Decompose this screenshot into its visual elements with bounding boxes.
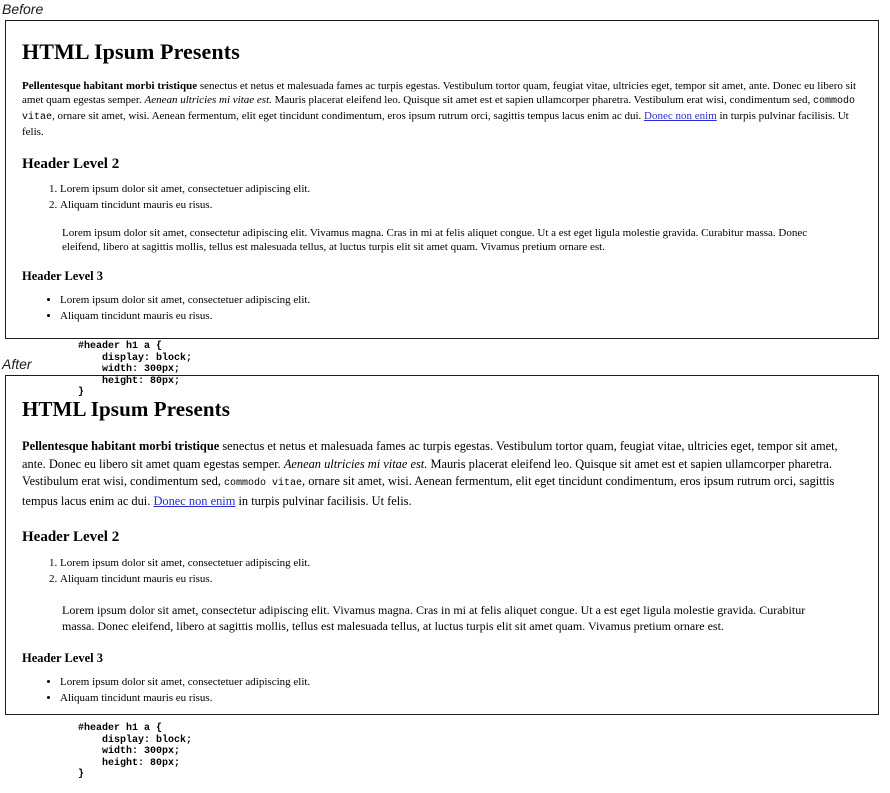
heading-level-2: Header Level 2 (22, 156, 120, 172)
list-item: • Aliquam tincidunt mauris eu risus. (60, 309, 862, 324)
intro-part1: senectus et netus et malesuada fames ac turpis egestas. Vestibulum tortor quam, feugiat vitae, ultricies eget, tempor sit amet, ante. Donec eu libero sit amet quam egestas semper. (22, 439, 838, 471)
intro-italic: Aenean ultricies mi vitae est. (144, 94, 272, 106)
document-body-before (6, 21, 878, 411)
list-item: 1. Lorem ipsum dolor sit amet, consectetuer adipiscing elit. (60, 556, 862, 571)
intro-part1: senectus et netus et malesuada fames ac turpis egestas. Vestibulum tortor quam, feugiat vitae, ultricies eget, tempor sit amet, ante. Donec eu libero sit amet quam egestas semper. (22, 80, 857, 106)
intro-part2: Mauris placerat eleifend leo. Quisque sit amet est et sapien ullamcorper pharetra. Vestibulum erat wisi, condimentum sed, (271, 94, 813, 106)
unordered-list (22, 293, 862, 323)
intro-part4: in turpis pulvinar facilisis. Ut felis. (235, 493, 412, 508)
blockquote-text: Lorem ipsum dolor sit amet, consectetur adipiscing elit. Vivamus magna. Cras in mi at felis aliquet congue. Ut a est eget ligula molestie gravida. Curabitur massa. Donec eleifend, libero at sagittis mollis, tellus est malesuada tellus, at luctus turpis elit sit amet quam. Vivamus pretium ornare est. (62, 227, 808, 253)
unordered-list (22, 675, 862, 705)
blockquote (62, 602, 822, 634)
preview-frame-after (5, 375, 879, 780)
blockquote-text: Lorem ipsum dolor sit amet, consectetur adipiscing elit. Vivamus magna. Cras in mi at felis aliquet congue. Ut a est eget ligula molestie gravida. Curabitur massa. Donec eleifend, libero at sagittis mollis, tellus est malesuada tellus, at luctus turpis elit sit amet quam. Vivamus pretium ornare est. (62, 603, 806, 633)
intro-part2: Mauris placerat eleifend leo. Quisque sit amet est et sapien ullamcorper pharetra. Vestibulum erat wisi, condimentum sed, (22, 456, 832, 488)
blockquote (62, 226, 822, 254)
document-body-after (6, 376, 878, 793)
ordered-list (22, 182, 862, 212)
section-label-after: After (2, 356, 32, 372)
list-item: • Aliquam tincidunt mauris eu risus. (60, 691, 862, 706)
intro-italic: Aenean ultricies mi vitae est. (283, 456, 428, 471)
heading-level-3: Header Level 3 (22, 651, 103, 665)
list-item: 2. Aliquam tincidunt mauris eu risus. (60, 572, 862, 587)
intro-mono-code: commodo vitae (224, 478, 303, 489)
code-block: #header h1 a { display: block; width: 300px; height: 80px; } (78, 341, 193, 398)
intro-lead-bold: Pellentesque habitant morbi tristique (22, 80, 198, 92)
donec-non-enim-link[interactable]: Donec non enim (153, 493, 236, 508)
page-title: HTML Ipsum Presents (22, 39, 240, 64)
intro-part3: , ornare sit amet, wisi. Aenean fermentum, elit eget tincidunt condimentum, eros ipsum rutrum orci, sagittis tempus lacus enim ac dui. (52, 110, 645, 122)
donec-non-enim-link[interactable]: Donec non enim (644, 110, 717, 122)
intro-mono-code: commodo vitae (22, 96, 855, 123)
list-item: 2. Aliquam tincidunt mauris eu risus. (60, 198, 862, 213)
code-block: #header h1 a { display: block; width: 300px; height: 80px; } (78, 723, 193, 780)
intro-part3: , ornare sit amet, wisi. Aenean fermentum, elit eget tincidunt condimentum, eros ipsum rutrum orci, sagittis tempus lacus enim ac dui. (22, 474, 835, 508)
intro-paragraph (22, 438, 862, 510)
ordered-list (22, 556, 862, 586)
heading-level-3: Header Level 3 (22, 269, 103, 283)
page-title: HTML Ipsum Presents (22, 397, 231, 421)
intro-part4: in turpis pulvinar facilisis. Ut felis. (22, 110, 849, 138)
intro-lead-bold: Pellentesque habitant morbi tristique (22, 439, 220, 453)
heading-level-2: Header Level 2 (22, 529, 120, 545)
list-item: 1. Lorem ipsum dolor sit amet, consectetuer adipiscing elit. (60, 182, 862, 197)
list-item: • Lorem ipsum dolor sit amet, consectetuer adipiscing elit. (60, 675, 862, 690)
list-item: • Lorem ipsum dolor sit amet, consectetuer adipiscing elit. (60, 293, 862, 308)
section-label-before: Before (2, 1, 44, 17)
intro-paragraph (22, 79, 862, 139)
